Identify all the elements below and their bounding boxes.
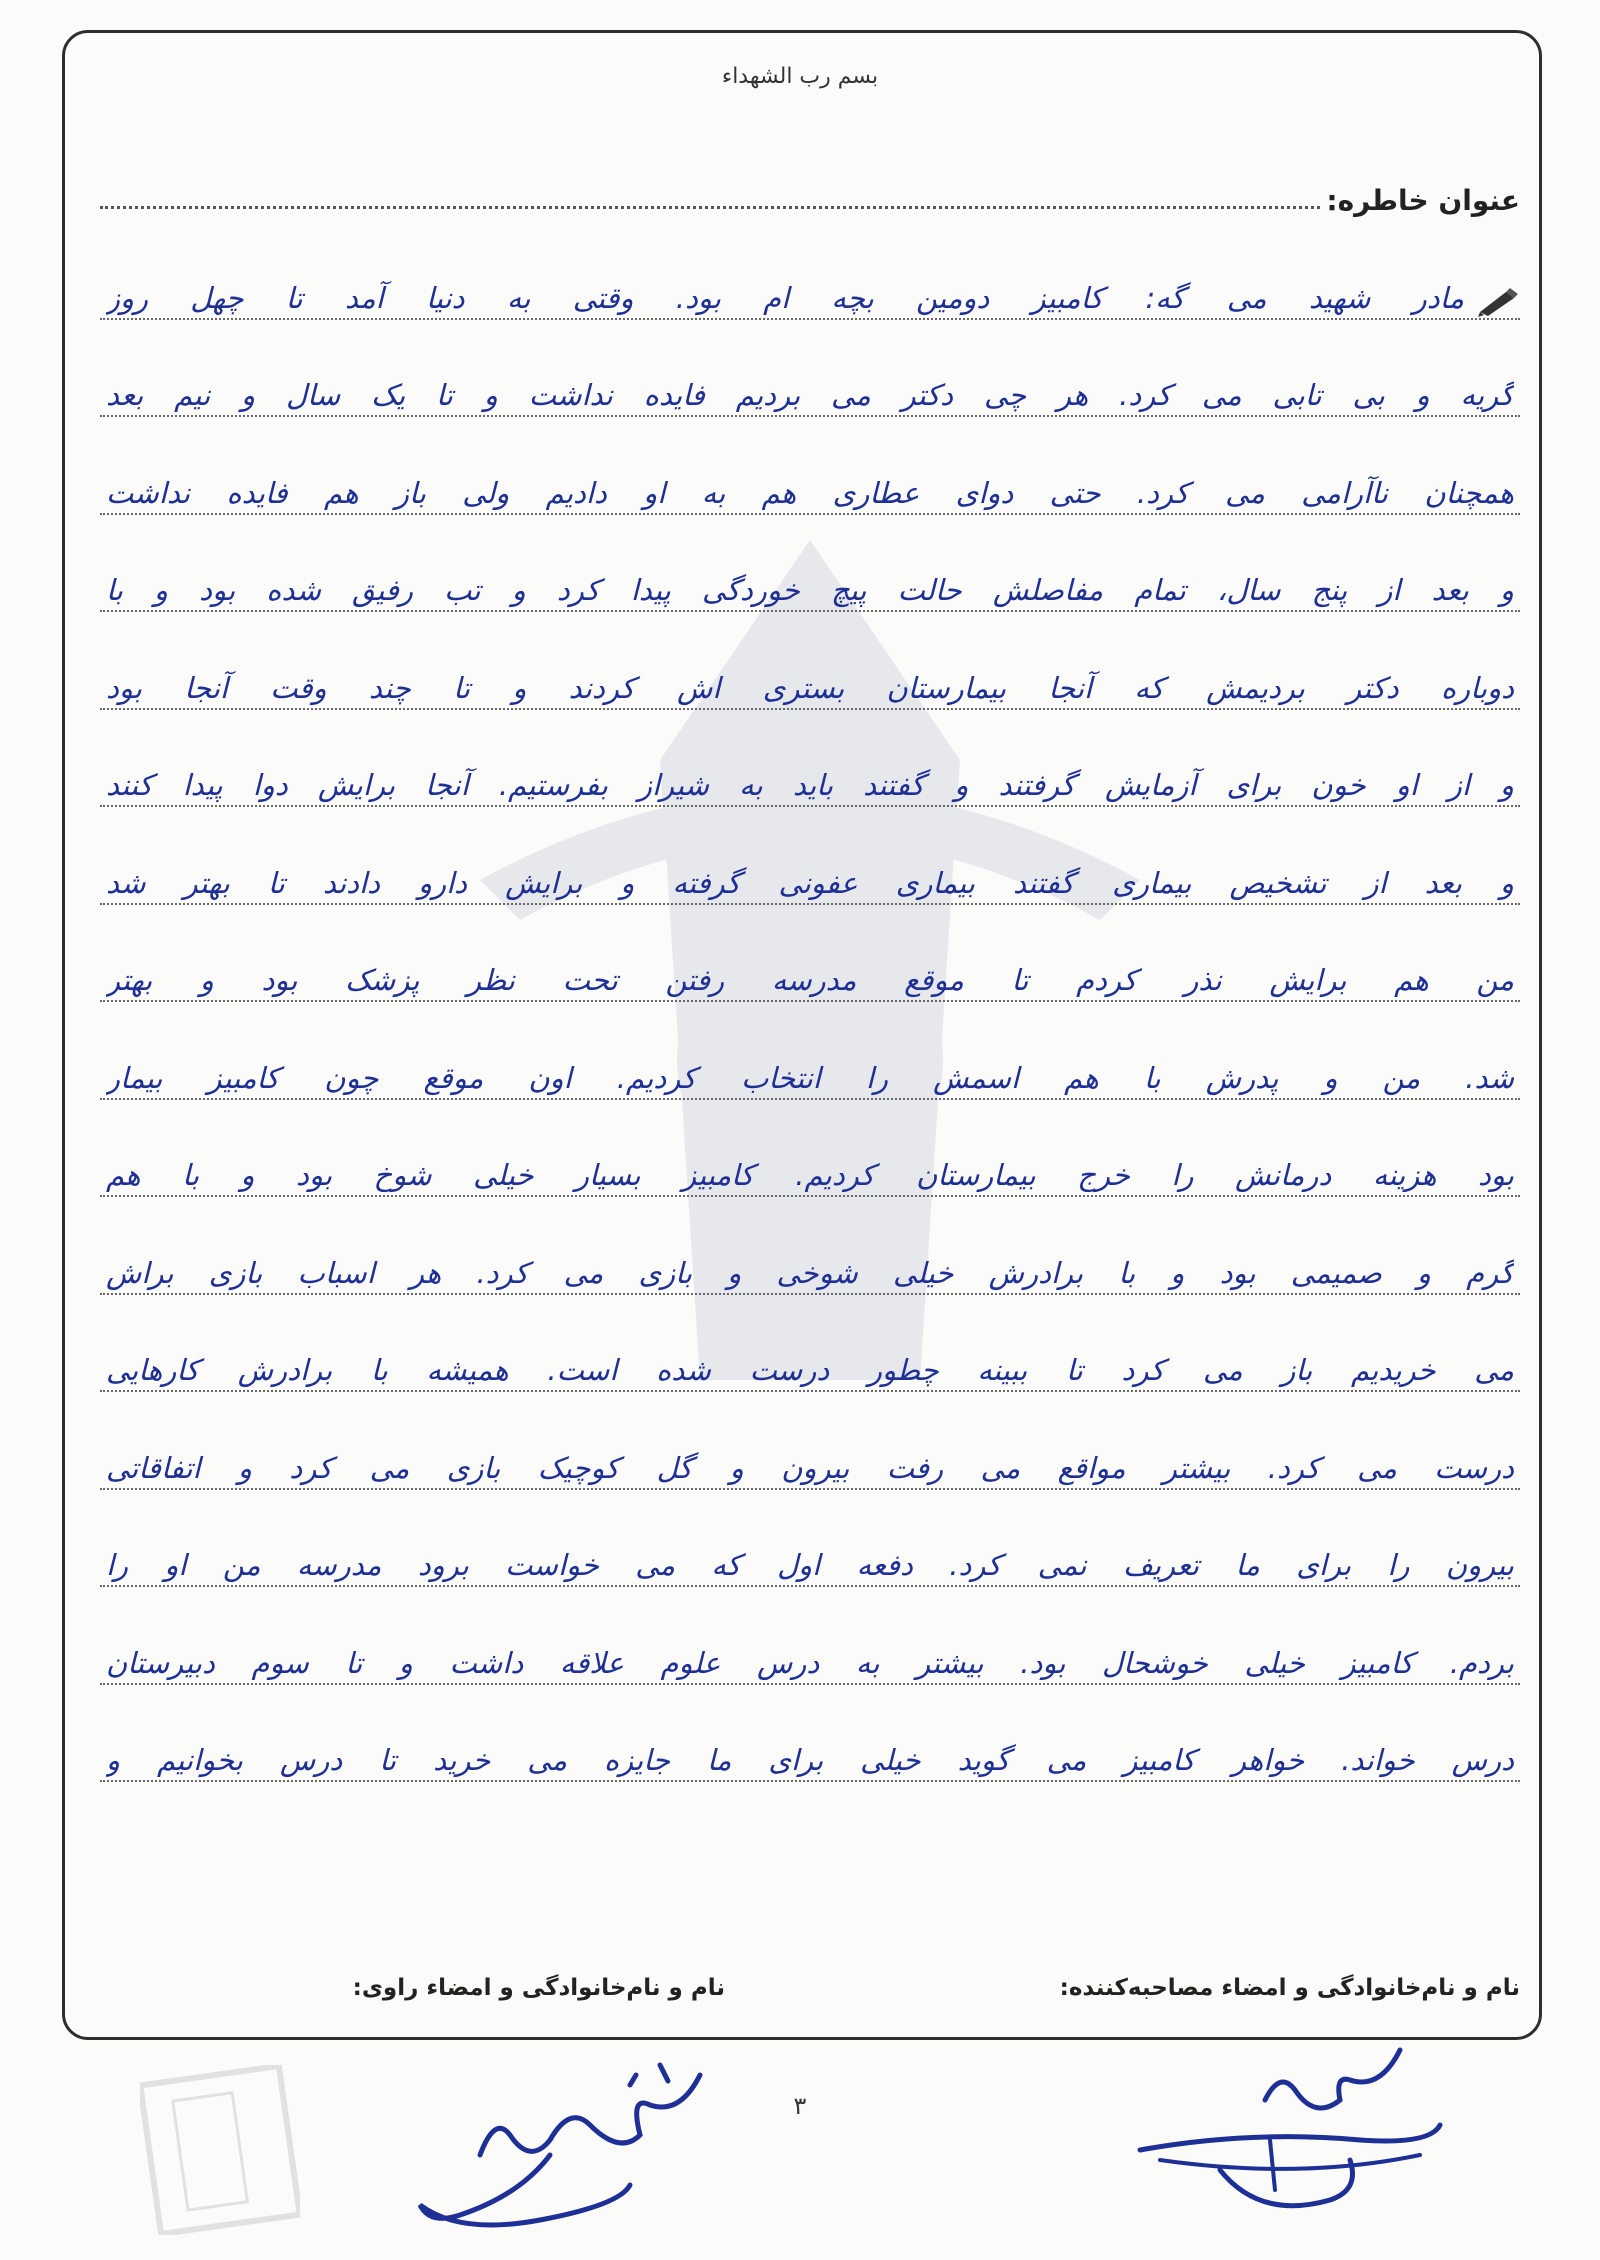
memoir-line — [100, 640, 1520, 738]
dotted-line — [100, 1000, 1520, 1002]
basmala-heading: بسم رب الشهداء — [721, 64, 879, 89]
handwritten-text: بردم. کامبیز خیلی خوشحال بود. بیشتر به درس علوم علاقه داشت و تا سوم دبیرستان — [106, 1645, 1514, 1680]
handwritten-text: و بعد از پنج سال، تمام مفاصلش حالت پیچ خوردگی پیدا کرد و تب رفیق شده بود و با — [106, 573, 1514, 607]
memoir-line — [100, 348, 1520, 446]
dotted-line — [100, 805, 1520, 807]
dotted-line — [100, 1293, 1520, 1295]
memoir-line — [100, 250, 1520, 348]
handwritten-text: دوباره دکتر بردیمش که آنجا بیمارستان بستری اش کردند و تا چند وقت آنجا بود — [106, 670, 1514, 705]
dotted-line — [100, 1390, 1520, 1392]
page-number: ۳ — [793, 2092, 807, 2120]
pen-icon — [1476, 286, 1520, 318]
dotted-line — [100, 415, 1520, 417]
dotted-line — [100, 1585, 1520, 1587]
handwritten-text: شد. من و پدرش با هم اسمش را انتخاب کردیم. اون موقع چون کامبیز بیمار — [106, 1060, 1514, 1095]
handwritten-text: درس خواند. خواهر کامبیز می گوید خیلی برای ما جایزه می خرید تا درس بخوانیم و — [106, 1743, 1514, 1777]
interviewer-signature-label: نام و نام‌خانوادگی و امضاء مصاحبه‌کننده: — [1059, 1975, 1520, 2001]
memoir-line — [100, 1323, 1520, 1421]
dotted-line — [100, 1195, 1520, 1197]
handwritten-text: مادر شهید می گه: کامبیز دومین بچه ام بود. وقتی به دنیا آمد تا چهل روز — [106, 280, 1464, 315]
memoir-line — [100, 1128, 1520, 1226]
dotted-line — [100, 1780, 1520, 1782]
handwritten-text: درست می کرد. بیشتر مواقع می رفت بیرون و گل کوچیک بازی می کرد و اتفاقاتی — [106, 1450, 1514, 1485]
memoir-line — [100, 1518, 1520, 1616]
memoir-line — [100, 1420, 1520, 1518]
handwritten-text: می خریدیم باز می کرد تا ببینه چطور درست شده است. همیشه با برادرش کارهایی — [106, 1353, 1514, 1387]
interviewer-signature-icon — [1100, 2030, 1480, 2230]
handwritten-text: گریه و بی تابی می کرد. هر چی دکتر می بردیم فایده نداشت و تا یک سال و نیم بعد — [106, 378, 1514, 412]
title-label: عنوان خاطره: — [1326, 184, 1520, 217]
handwritten-text: بیرون را برای ما تعریف نمی کرد. دفعه اول که می خواست برود مدرسه من او را — [106, 1548, 1514, 1582]
narrator-signature-icon — [400, 2045, 760, 2245]
handwritten-text: بود هزینه درمانش را خرج بیمارستان کردیم. کامبیز بسیار خیلی شوخ بود و با هم — [106, 1158, 1514, 1192]
memoir-line — [100, 1225, 1520, 1323]
dotted-line — [100, 610, 1520, 612]
dotted-line — [100, 318, 1520, 320]
memoir-line — [100, 835, 1520, 933]
dotted-line — [100, 513, 1520, 515]
handwritten-text: همچنان ناآرامی می کرد. حتی دوای عطاری هم به او دادیم ولی باز هم فایده نداشت — [106, 475, 1514, 510]
title-row — [100, 184, 1520, 217]
narrator-signature-label: نام و نام‌خانوادگی و امضاء راوی: — [352, 1975, 725, 2001]
handwritten-text: و از او خون برای آزمایش گرفتند و گفتند باید به شیراز بفرستیم. آنجا برایش دوا پیدا کنند — [106, 768, 1514, 802]
dotted-line — [100, 1683, 1520, 1685]
dotted-line — [100, 1098, 1520, 1100]
handwritten-text: و بعد از تشخیص بیماری گفتند بیماری عفونی گرفته و برایش دارو دادند تا بهتر شد — [106, 865, 1514, 900]
memoir-line — [100, 738, 1520, 836]
memoir-line — [100, 1615, 1520, 1713]
stamp-icon — [140, 2065, 300, 2235]
memoir-lines — [100, 250, 1520, 1810]
title-dotted-line — [100, 192, 1320, 209]
memoir-line — [100, 543, 1520, 641]
handwritten-text: من هم برایش نذر کردم تا موقع مدرسه رفتن تحت نظر پزشک بود و بهتر — [106, 963, 1514, 997]
memoir-line — [100, 933, 1520, 1031]
dotted-line — [100, 708, 1520, 710]
dotted-line — [100, 1488, 1520, 1490]
dotted-line — [100, 903, 1520, 905]
handwritten-text: گرم و صمیمی بود و با برادرش خیلی شوخی و بازی می کرد. هر اسباب بازی براش — [106, 1255, 1514, 1290]
memoir-line — [100, 445, 1520, 543]
memoir-line — [100, 1713, 1520, 1811]
memoir-line — [100, 1030, 1520, 1128]
